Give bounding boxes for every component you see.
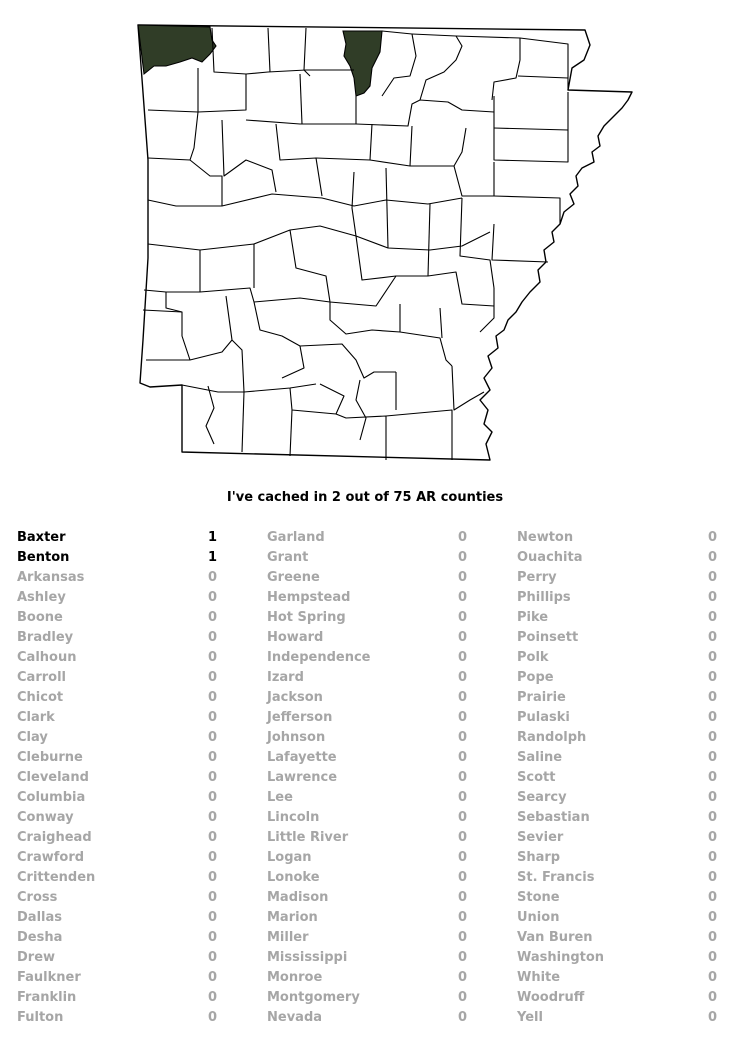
county-row bbox=[267, 568, 467, 588]
county-name: Washington bbox=[517, 950, 605, 965]
county-name: Chicot bbox=[17, 690, 64, 705]
county-name: Bradley bbox=[17, 630, 74, 645]
county-row bbox=[517, 588, 717, 608]
county-count: 0 bbox=[457, 970, 467, 985]
county-name: Sharp bbox=[517, 850, 561, 865]
county-count: 0 bbox=[457, 670, 467, 685]
county-row bbox=[517, 668, 717, 688]
county-row bbox=[17, 768, 217, 788]
county-count: 0 bbox=[457, 890, 467, 905]
cached-summary-text: I've cached in 2 out of 75 AR counties bbox=[226, 490, 504, 505]
county-name: White bbox=[517, 970, 561, 985]
county-count: 0 bbox=[457, 530, 467, 545]
county-count: 0 bbox=[457, 610, 467, 625]
county-row bbox=[267, 828, 467, 848]
county-name: Lincoln bbox=[267, 810, 320, 825]
county-name: Prairie bbox=[517, 690, 566, 705]
county-row bbox=[267, 608, 467, 628]
county-count: 0 bbox=[457, 710, 467, 725]
county-name: Cleveland bbox=[17, 770, 89, 785]
county-count: 0 bbox=[707, 830, 717, 845]
county-row bbox=[517, 928, 717, 948]
county-count: 0 bbox=[207, 810, 217, 825]
county-row bbox=[267, 728, 467, 748]
county-name: Ouachita bbox=[517, 550, 583, 565]
county-row bbox=[17, 528, 217, 548]
county-row bbox=[267, 548, 467, 568]
county-row bbox=[17, 888, 217, 908]
county-name: Mississippi bbox=[267, 950, 348, 965]
county-row bbox=[17, 728, 217, 748]
county-row bbox=[17, 628, 217, 648]
county-row bbox=[267, 928, 467, 948]
county-count: 0 bbox=[707, 750, 717, 765]
county-row bbox=[517, 968, 717, 988]
county-row bbox=[267, 648, 467, 668]
county-row bbox=[17, 688, 217, 708]
county-row bbox=[17, 568, 217, 588]
county-row bbox=[517, 868, 717, 888]
county-count: 0 bbox=[457, 630, 467, 645]
county-name: Crawford bbox=[17, 850, 85, 865]
county-name: Garland bbox=[267, 530, 325, 545]
county-row bbox=[517, 708, 717, 728]
county-row bbox=[267, 768, 467, 788]
county-count: 0 bbox=[207, 850, 217, 865]
county-name: Cleburne bbox=[17, 750, 83, 765]
county-row bbox=[17, 948, 217, 968]
county-name: Woodruff bbox=[517, 990, 585, 1005]
map-svg bbox=[0, 0, 750, 480]
county-row bbox=[17, 1008, 217, 1028]
county-row bbox=[17, 988, 217, 1008]
county-row bbox=[267, 948, 467, 968]
county-row bbox=[267, 848, 467, 868]
county-row bbox=[267, 1008, 467, 1028]
county-row bbox=[517, 888, 717, 908]
county-name: Poinsett bbox=[517, 630, 579, 645]
county-name: Clark bbox=[17, 710, 55, 725]
county-count: 0 bbox=[707, 630, 717, 645]
county-count: 0 bbox=[707, 790, 717, 805]
county-count: 0 bbox=[707, 650, 717, 665]
county-name: Dallas bbox=[17, 910, 62, 925]
county-count: 0 bbox=[707, 530, 717, 545]
county-row bbox=[17, 968, 217, 988]
county-name: Fulton bbox=[17, 1010, 64, 1025]
county-count: 0 bbox=[457, 590, 467, 605]
state-outline bbox=[138, 25, 632, 460]
county-name: Desha bbox=[17, 930, 63, 945]
county-row bbox=[517, 788, 717, 808]
county-name: Monroe bbox=[267, 970, 323, 985]
county-count: 0 bbox=[457, 650, 467, 665]
county-name: Saline bbox=[517, 750, 563, 765]
county-name: Greene bbox=[267, 570, 320, 585]
county-name: St. Francis bbox=[517, 870, 595, 885]
county-row bbox=[267, 708, 467, 728]
county-name: Clay bbox=[17, 730, 48, 745]
county-count: 1 bbox=[207, 530, 217, 545]
county-count: 0 bbox=[457, 1010, 467, 1025]
county-row bbox=[17, 828, 217, 848]
county-count: 0 bbox=[207, 790, 217, 805]
county-row bbox=[17, 788, 217, 808]
county-row bbox=[517, 628, 717, 648]
county-row bbox=[267, 668, 467, 688]
county-name: Pulaski bbox=[517, 710, 570, 725]
county-row bbox=[267, 588, 467, 608]
county-count: 0 bbox=[707, 970, 717, 985]
county-row bbox=[17, 848, 217, 868]
county-row bbox=[17, 748, 217, 768]
county-name: Madison bbox=[267, 890, 329, 905]
county-name: Stone bbox=[517, 890, 560, 905]
county-row bbox=[517, 528, 717, 548]
county-row bbox=[17, 908, 217, 928]
county-name: Boone bbox=[17, 610, 63, 625]
county-name: Scott bbox=[517, 770, 556, 785]
county-count: 0 bbox=[457, 570, 467, 585]
county-row bbox=[17, 548, 217, 568]
county-count: 0 bbox=[207, 690, 217, 705]
county-count: 0 bbox=[707, 990, 717, 1005]
county-count: 0 bbox=[457, 910, 467, 925]
county-name: Johnson bbox=[267, 730, 326, 745]
county-name: Jackson bbox=[267, 690, 323, 705]
county-count: 0 bbox=[707, 890, 717, 905]
county-name: Grant bbox=[267, 550, 309, 565]
county-count: 0 bbox=[707, 870, 717, 885]
county-name: Yell bbox=[517, 1010, 543, 1025]
county-name: Searcy bbox=[517, 790, 567, 805]
county-name: Craighead bbox=[17, 830, 92, 845]
county-name: Lee bbox=[267, 790, 293, 805]
county-row bbox=[267, 988, 467, 1008]
county-row bbox=[267, 908, 467, 928]
county-count: 0 bbox=[707, 950, 717, 965]
county-count: 0 bbox=[707, 910, 717, 925]
county-name: Howard bbox=[267, 630, 324, 645]
county-name: Perry bbox=[517, 570, 557, 585]
county-count: 0 bbox=[707, 850, 717, 865]
county-name: Ashley bbox=[17, 590, 66, 605]
county-name: Union bbox=[517, 910, 560, 925]
county-row bbox=[267, 808, 467, 828]
county-count: 0 bbox=[207, 650, 217, 665]
county-count: 0 bbox=[707, 610, 717, 625]
county-count: 0 bbox=[457, 690, 467, 705]
county-name: Hot Spring bbox=[267, 610, 346, 625]
county-name: Arkansas bbox=[17, 570, 85, 585]
county-count: 0 bbox=[707, 770, 717, 785]
county-row bbox=[267, 788, 467, 808]
county-count: 0 bbox=[207, 930, 217, 945]
county-name: Jefferson bbox=[267, 710, 333, 725]
county-count: 0 bbox=[457, 870, 467, 885]
county-name: Calhoun bbox=[17, 650, 77, 665]
county-name: Little River bbox=[267, 830, 349, 845]
county-row bbox=[517, 548, 717, 568]
county-column-2 bbox=[267, 528, 467, 1028]
county-count: 0 bbox=[707, 690, 717, 705]
county-count: 0 bbox=[207, 630, 217, 645]
county-count: 0 bbox=[207, 970, 217, 985]
county-count: 0 bbox=[707, 1010, 717, 1025]
county-name: Columbia bbox=[17, 790, 86, 805]
county-name: Izard bbox=[267, 670, 304, 685]
county-row bbox=[517, 988, 717, 1008]
county-name: Faulkner bbox=[17, 970, 81, 985]
county-count: 0 bbox=[207, 570, 217, 585]
county-count: 0 bbox=[457, 950, 467, 965]
county-count: 0 bbox=[457, 750, 467, 765]
county-count: 0 bbox=[707, 710, 717, 725]
county-row bbox=[517, 948, 717, 968]
county-name: Logan bbox=[267, 850, 312, 865]
county-name: Independence bbox=[267, 650, 371, 665]
county-row bbox=[517, 568, 717, 588]
county-name: Carroll bbox=[17, 670, 66, 685]
county-count: 0 bbox=[207, 710, 217, 725]
county-row bbox=[17, 648, 217, 668]
county-row bbox=[517, 768, 717, 788]
county-count: 0 bbox=[207, 950, 217, 965]
county-count: 0 bbox=[207, 830, 217, 845]
county-row bbox=[267, 868, 467, 888]
county-count: 0 bbox=[457, 730, 467, 745]
county-row bbox=[517, 1008, 717, 1028]
county-row bbox=[17, 708, 217, 728]
county-name: Drew bbox=[17, 950, 56, 965]
county-name: Benton bbox=[17, 550, 70, 565]
county-row bbox=[267, 748, 467, 768]
county-row bbox=[267, 528, 467, 548]
county-count: 0 bbox=[207, 870, 217, 885]
county-name: Crittenden bbox=[17, 870, 96, 885]
county-count: 0 bbox=[207, 1010, 217, 1025]
county-row bbox=[517, 748, 717, 768]
county-name: Pope bbox=[517, 670, 554, 685]
county-name: Conway bbox=[17, 810, 74, 825]
county-count: 0 bbox=[207, 990, 217, 1005]
county-name: Nevada bbox=[267, 1010, 323, 1025]
county-row bbox=[17, 868, 217, 888]
county-count: 0 bbox=[707, 730, 717, 745]
county-count: 0 bbox=[707, 550, 717, 565]
county-count: 0 bbox=[207, 890, 217, 905]
county-row bbox=[517, 808, 717, 828]
county-name: Phillips bbox=[517, 590, 571, 605]
county-name: Pike bbox=[517, 610, 549, 625]
county-count: 0 bbox=[457, 810, 467, 825]
county-name: Sevier bbox=[517, 830, 564, 845]
county-count: 0 bbox=[707, 930, 717, 945]
county-name: Polk bbox=[517, 650, 549, 665]
county-name: Franklin bbox=[17, 990, 77, 1005]
county-count: 0 bbox=[457, 930, 467, 945]
county-row bbox=[517, 848, 717, 868]
county-row bbox=[517, 648, 717, 668]
county-name: Hempstead bbox=[267, 590, 351, 605]
county-row bbox=[517, 728, 717, 748]
county-row bbox=[17, 668, 217, 688]
county-count: 0 bbox=[457, 770, 467, 785]
county-row bbox=[17, 928, 217, 948]
county-name: Newton bbox=[517, 530, 574, 545]
county-count: 0 bbox=[707, 570, 717, 585]
county-row bbox=[17, 588, 217, 608]
county-name: Marion bbox=[267, 910, 318, 925]
county-row bbox=[517, 608, 717, 628]
county-count: 0 bbox=[207, 730, 217, 745]
county-count: 0 bbox=[457, 830, 467, 845]
county-name: Montgomery bbox=[267, 990, 360, 1005]
county-row bbox=[17, 608, 217, 628]
county-name: Baxter bbox=[17, 530, 66, 545]
county-name: Lafayette bbox=[267, 750, 337, 765]
county-count: 0 bbox=[457, 990, 467, 1005]
county-row bbox=[267, 628, 467, 648]
county-count: 0 bbox=[207, 590, 217, 605]
arkansas-county-map bbox=[0, 0, 750, 480]
county-row bbox=[17, 808, 217, 828]
county-count: 0 bbox=[457, 850, 467, 865]
county-count: 0 bbox=[207, 910, 217, 925]
county-count: 0 bbox=[457, 550, 467, 565]
county-name: Randolph bbox=[517, 730, 587, 745]
county-row bbox=[517, 828, 717, 848]
county-count: 0 bbox=[207, 750, 217, 765]
county-count: 0 bbox=[707, 810, 717, 825]
county-row bbox=[267, 968, 467, 988]
county-name: Miller bbox=[267, 930, 309, 945]
county-count: 0 bbox=[707, 670, 717, 685]
county-row bbox=[267, 688, 467, 708]
county-name: Cross bbox=[17, 890, 58, 905]
county-count: 0 bbox=[207, 610, 217, 625]
county-name: Van Buren bbox=[517, 930, 593, 945]
county-name: Lawrence bbox=[267, 770, 338, 785]
county-count: 1 bbox=[207, 550, 217, 565]
county-name: Sebastian bbox=[517, 810, 590, 825]
county-count: 0 bbox=[207, 670, 217, 685]
county-count: 0 bbox=[707, 590, 717, 605]
county-column-1 bbox=[17, 528, 217, 1028]
county-column-3 bbox=[517, 528, 717, 1028]
county-count: 0 bbox=[457, 790, 467, 805]
county-count: 0 bbox=[207, 770, 217, 785]
county-row bbox=[517, 908, 717, 928]
county-name: Lonoke bbox=[267, 870, 320, 885]
county-row bbox=[267, 888, 467, 908]
county-row bbox=[517, 688, 717, 708]
